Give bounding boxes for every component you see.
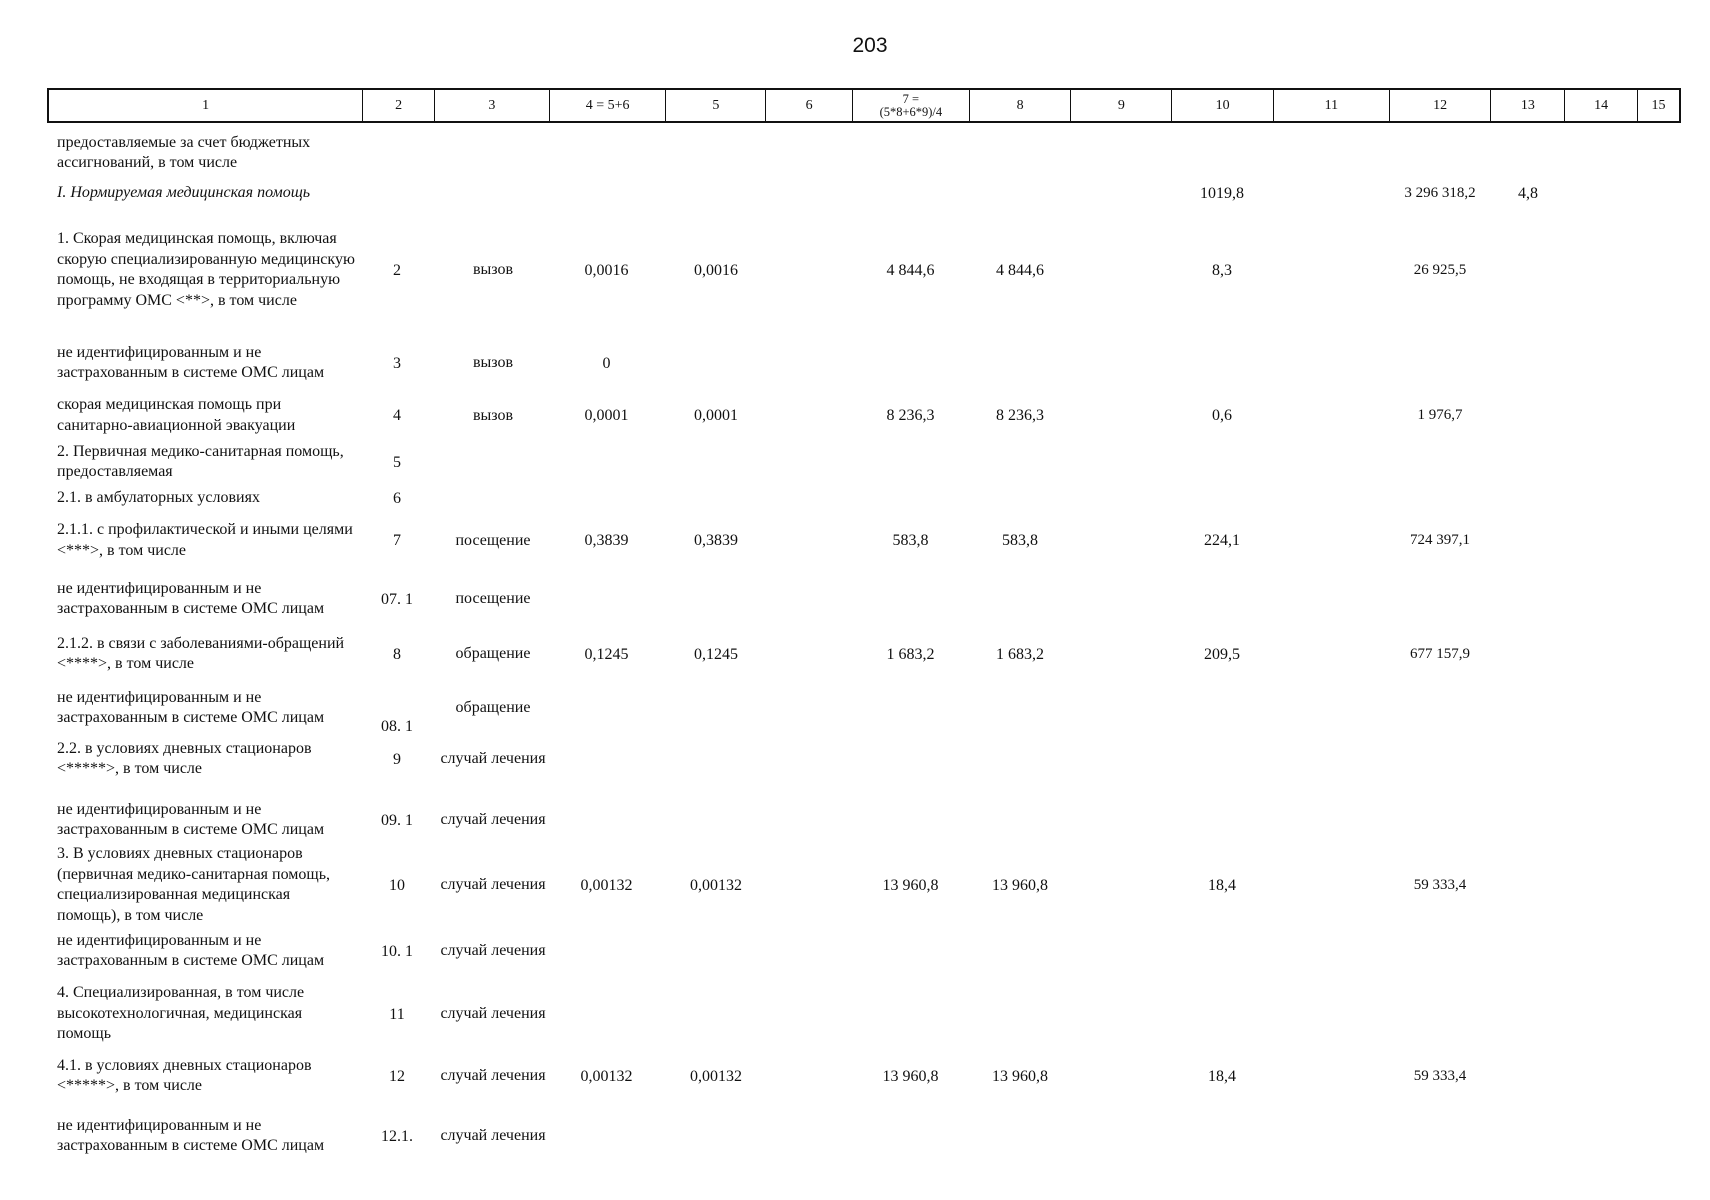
cell-c7: 13 960,8 — [882, 876, 939, 894]
row-name: 4. Специализированная, в том числе высокотехнологичная, медицинская помощь — [57, 984, 305, 1043]
cell-unit — [438, 438, 548, 486]
cell-c8 — [969, 735, 1071, 783]
cell-unit: обращение — [455, 699, 531, 716]
cell-unit: случай лечения — [440, 1067, 546, 1084]
cell-c10: 209,5 — [1204, 645, 1240, 663]
cell-c4 — [548, 486, 665, 510]
cell-c5 — [665, 980, 767, 1048]
cell-num: 10 — [389, 876, 405, 894]
cell-c8 — [969, 980, 1071, 1048]
cell-c12 — [1389, 1106, 1491, 1166]
table-row — [0, 129, 1710, 177]
cell-c13 — [1491, 129, 1565, 177]
column-header-row — [47, 88, 1681, 123]
cell-unit — [438, 129, 548, 177]
cell-c7 — [852, 735, 969, 783]
cell-c5 — [665, 486, 767, 510]
cell-c7 — [852, 680, 969, 736]
cell-c12: 59 333,4 — [1413, 876, 1467, 893]
header-col-14: 14 — [1565, 90, 1638, 121]
table-row — [0, 569, 1710, 629]
cell-c12: 1 976,7 — [1417, 407, 1463, 423]
cell-c10 — [1171, 680, 1273, 736]
cell-unit: случай лечения — [440, 942, 546, 959]
cell-c13 — [1491, 438, 1565, 486]
table-row — [0, 980, 1710, 1048]
cell-c7: 13 960,8 — [882, 1067, 939, 1085]
cell-c4 — [548, 129, 665, 177]
cell-c10 — [1171, 735, 1273, 783]
cell-c4: 0,0001 — [584, 407, 629, 424]
cell-c4 — [548, 791, 665, 849]
cell-c12 — [1389, 486, 1491, 510]
table-row — [0, 486, 1710, 510]
cell-unit: случай лечения — [440, 1127, 546, 1144]
cell-c10: 1019,8 — [1200, 184, 1244, 202]
cell-c4 — [548, 1106, 665, 1166]
header-col-12: 12 — [1390, 90, 1492, 121]
cell-num: 2 — [393, 261, 401, 279]
cell-c10 — [1171, 922, 1273, 980]
cell-c4 — [548, 922, 665, 980]
row-name: 2.1. в амбулаторных условиях — [57, 488, 260, 506]
row-name: 2. Первичная медико-санитарная помощь, предоставляемая — [57, 442, 344, 480]
header-col-3: 3 — [435, 90, 550, 121]
cell-c13 — [1491, 791, 1565, 849]
cell-c7 — [852, 333, 969, 393]
cell-num: 12.1. — [381, 1127, 413, 1145]
cell-c8 — [969, 680, 1071, 736]
cell-c13 — [1491, 680, 1565, 736]
table-row — [0, 438, 1710, 486]
cell-c5: 0,3839 — [694, 532, 738, 549]
cell-c13 — [1491, 209, 1565, 331]
row-name: 3. В условиях дневных стационаров (первичная медико-санитарная помощь, специализированная медицинская помощь), в том числе — [57, 845, 331, 924]
table-row — [0, 1050, 1710, 1102]
cell-c5 — [665, 922, 767, 980]
cell-unit: случай лечения — [440, 750, 546, 767]
cell-c7: 4 844,6 — [886, 261, 935, 279]
cell-unit: случай лечения — [440, 1005, 546, 1022]
cell-c12 — [1389, 333, 1491, 393]
table-row — [0, 845, 1710, 924]
cell-c12 — [1389, 569, 1491, 629]
cell-num: 5 — [393, 453, 401, 471]
cell-c8 — [969, 486, 1071, 510]
cell-c7 — [852, 1106, 969, 1166]
cell-c8 — [969, 181, 1071, 205]
cell-c10 — [1171, 129, 1273, 177]
cell-unit — [438, 486, 548, 510]
cell-num — [362, 181, 432, 205]
cell-c8 — [969, 569, 1071, 629]
cell-unit — [438, 181, 548, 205]
cell-c12 — [1389, 922, 1491, 980]
cell-unit: посещение — [455, 590, 531, 607]
row-name: 1. Скорая медицинская помощь, включая скорую специализированную медицинскую помощь, не входящая в территориальную программу ОМС <**>, в том числе — [57, 230, 355, 309]
cell-c8 — [969, 922, 1071, 980]
cell-c7 — [852, 438, 969, 486]
cell-c4: 0,0016 — [584, 261, 629, 279]
cell-c4 — [548, 438, 665, 486]
cell-c8: 13 960,8 — [992, 876, 1048, 894]
cell-c5: 0,00132 — [690, 1067, 742, 1085]
row-name: не идентифицированным и не застрахованным в системе ОМС лицам — [57, 800, 325, 838]
table-body — [0, 123, 1710, 1200]
row-name: 2.1.2. в связи с заболеваниями-обращений <****>, в том числе — [57, 634, 345, 672]
cell-c7 — [852, 181, 969, 205]
row-name: не идентифицированным и не застрахованным в системе ОМС лицам — [57, 688, 325, 726]
cell-num: 10. 1 — [381, 942, 413, 960]
cell-c12 — [1389, 438, 1491, 486]
cell-c12 — [1389, 680, 1491, 736]
cell-c7 — [852, 486, 969, 510]
cell-c8 — [969, 791, 1071, 849]
cell-c4 — [548, 980, 665, 1048]
row-name: I. Нормируемая медицинская помощь — [57, 183, 311, 201]
cell-c4: 0,3839 — [584, 532, 629, 549]
cell-c13 — [1491, 850, 1565, 920]
cell-c4 — [548, 181, 665, 205]
header-col-5: 5 — [666, 90, 766, 121]
cell-c13 — [1491, 486, 1565, 510]
cell-num: 4 — [393, 407, 401, 424]
cell-c12: 677 157,9 — [1410, 645, 1470, 662]
row-name: 2.2. в условиях дневных стационаров <*****>, в том числе — [57, 739, 312, 777]
cell-num: 08. 1 — [381, 718, 413, 735]
table-row — [0, 209, 1710, 331]
cell-c7: 1 683,2 — [886, 645, 935, 663]
cell-c13 — [1491, 512, 1565, 569]
cell-c5 — [665, 569, 767, 629]
table-row — [0, 735, 1710, 783]
cell-c10 — [1171, 980, 1273, 1048]
cell-c4: 0 — [602, 354, 611, 372]
row-name: предоставляемые за счет бюджетных ассигнований, в том числе — [57, 133, 311, 171]
header-col-9: 9 — [1071, 90, 1172, 121]
header-col-13: 13 — [1491, 90, 1565, 121]
cell-c10 — [1171, 569, 1273, 629]
cell-c8: 4 844,6 — [996, 261, 1044, 279]
cell-c12: 724 397,1 — [1410, 532, 1470, 548]
cell-c12: 26 925,5 — [1413, 261, 1467, 278]
header-col-7: 7 = (5*8+6*9)/4 — [853, 90, 970, 121]
row-name: скорая медицинская помощь при санитарно-авиационной эвакуации — [57, 396, 296, 434]
cell-c13 — [1491, 980, 1565, 1048]
cell-c8: 8 236,3 — [996, 407, 1044, 424]
header-col-2: 2 — [363, 90, 435, 121]
cell-c10 — [1171, 1106, 1273, 1166]
cell-unit: вызов — [472, 354, 514, 371]
header-col-11: 11 — [1274, 90, 1390, 121]
cell-c13 — [1491, 569, 1565, 629]
cell-c13 — [1491, 922, 1565, 980]
header-col-10: 10 — [1172, 90, 1274, 121]
cell-c4: 0,00132 — [580, 1067, 633, 1085]
cell-c10 — [1171, 486, 1273, 510]
cell-c5 — [665, 680, 767, 736]
cell-c5: 0,00132 — [690, 876, 742, 894]
cell-c13 — [1491, 1106, 1565, 1166]
cell-c10: 8,3 — [1212, 261, 1232, 279]
cell-num: 11 — [389, 1005, 405, 1023]
cell-c4: 0,00132 — [580, 876, 633, 894]
cell-c13: 4,8 — [1518, 184, 1538, 202]
cell-c12 — [1389, 129, 1491, 177]
cell-num: 3 — [393, 354, 401, 372]
row-name: 4.1. в условиях дневных стационаров <*****>, в том числе — [57, 1056, 312, 1094]
table-row — [0, 791, 1710, 849]
cell-num: 8 — [393, 645, 401, 663]
cell-c8: 583,8 — [1002, 532, 1038, 549]
cell-c5: 0,1245 — [694, 645, 738, 663]
table-row — [0, 333, 1710, 393]
cell-num: 09. 1 — [381, 811, 413, 829]
cell-c7 — [852, 129, 969, 177]
cell-c7 — [852, 980, 969, 1048]
cell-c7 — [852, 569, 969, 629]
cell-c13 — [1491, 393, 1565, 438]
cell-c13 — [1491, 333, 1565, 393]
cell-c5 — [665, 129, 767, 177]
cell-c8 — [969, 438, 1071, 486]
row-name: не идентифицированным и не застрахованным в системе ОМС лицам — [57, 579, 325, 617]
row-name: 2.1.1. с профилактической и иными целями <***>, в том числе — [57, 521, 353, 559]
cell-c5 — [665, 735, 767, 783]
cell-c10: 18,4 — [1208, 876, 1236, 894]
cell-c12: 59 333,4 — [1413, 1067, 1467, 1084]
table-row — [0, 512, 1710, 569]
cell-c10 — [1171, 791, 1273, 849]
cell-c7 — [852, 922, 969, 980]
cell-unit: случай лечения — [440, 811, 546, 828]
cell-c4 — [548, 680, 665, 736]
table-row — [0, 181, 1710, 205]
cell-c4 — [548, 735, 665, 783]
cell-c13 — [1491, 735, 1565, 783]
cell-c4 — [548, 569, 665, 629]
cell-c7: 583,8 — [892, 532, 929, 549]
cell-c8 — [969, 333, 1071, 393]
cell-c10: 224,1 — [1204, 532, 1240, 549]
cell-c5 — [665, 1106, 767, 1166]
cell-c10: 18,4 — [1208, 1067, 1236, 1085]
cell-c5 — [665, 181, 767, 205]
cell-c5 — [665, 438, 767, 486]
page-number: 203 — [852, 34, 888, 57]
cell-c4: 0,1245 — [584, 645, 629, 663]
cell-c7: 8 236,3 — [886, 407, 935, 424]
cell-c13 — [1491, 1050, 1565, 1102]
cell-c12 — [1389, 980, 1491, 1048]
cell-num: 12 — [389, 1067, 405, 1085]
table-row — [0, 393, 1710, 438]
cell-c5 — [665, 791, 767, 849]
header-col-1: 1 — [49, 90, 363, 121]
table-row — [0, 680, 1710, 736]
cell-c8: 1 683,2 — [996, 645, 1044, 663]
cell-num: 6 — [393, 489, 401, 507]
cell-c10 — [1171, 333, 1273, 393]
cell-c8: 13 960,8 — [992, 1067, 1048, 1085]
cell-unit: вызов — [472, 406, 514, 424]
table-row — [0, 630, 1710, 678]
cell-num — [362, 129, 432, 177]
cell-unit: обращение — [455, 645, 531, 662]
row-name: не идентифицированным и не застрахованным в системе ОМС лицам — [57, 343, 325, 381]
header-col-15: 15 — [1651, 98, 1666, 113]
table-row — [0, 922, 1710, 980]
cell-c12: 3 296 318,2 — [1404, 184, 1476, 201]
row-name: не идентифицированным и не застрахованным в системе ОМС лицам — [57, 931, 325, 969]
cell-c12 — [1389, 735, 1491, 783]
cell-c5: 0,0016 — [694, 261, 738, 279]
cell-c5 — [665, 333, 767, 393]
cell-num: 9 — [393, 750, 401, 768]
row-name: не идентифицированным и не застрахованным в системе ОМС лицам — [57, 1116, 325, 1154]
cell-num: 7 — [393, 532, 401, 549]
header-col-4: 4 = 5+6 — [550, 90, 667, 121]
cell-unit: посещение — [455, 531, 531, 549]
header-col-8: 8 — [970, 90, 1072, 121]
cell-c13 — [1491, 630, 1565, 678]
cell-c10 — [1171, 438, 1273, 486]
cell-c5: 0,0001 — [694, 407, 738, 424]
cell-num: 07. 1 — [381, 590, 413, 608]
cell-c7 — [852, 791, 969, 849]
cell-c8 — [969, 129, 1071, 177]
table-row — [0, 1106, 1710, 1166]
cell-c12 — [1389, 791, 1491, 849]
cell-c10: 0,6 — [1212, 407, 1232, 424]
cell-c8 — [969, 1106, 1071, 1166]
header-col-6: 6 — [766, 90, 853, 121]
cell-unit: вызов — [472, 261, 514, 278]
cell-unit: случай лечения — [440, 876, 546, 893]
